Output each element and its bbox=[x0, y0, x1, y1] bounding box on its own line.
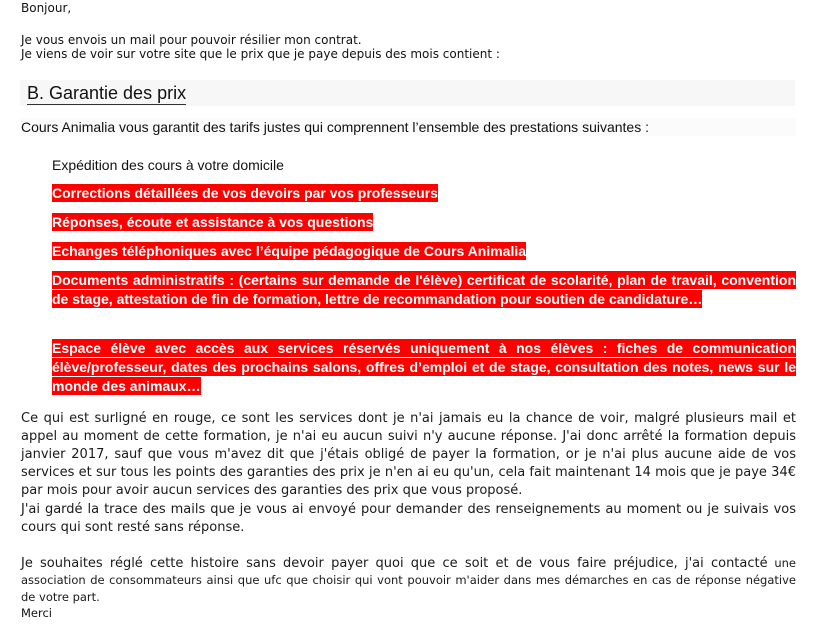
highlight-corrections: Corrections détaillées de vos devoirs par vos professeurs bbox=[52, 185, 438, 201]
service-item-corrections bbox=[52, 184, 796, 203]
email-greeting: Bonjour, bbox=[21, 1, 72, 15]
resolution-end: une association de consommateurs ainsi que ufc que choisir qui vont pouvoir m'aider dans mes démarches en cas de réponse négative de votre part. bbox=[21, 556, 796, 604]
quoted-intro: Cours Animalia vous garantit des tarifs justes qui comprennent l’ensemble des prestations suivantes : bbox=[21, 118, 796, 136]
service-item-assistance bbox=[52, 213, 796, 232]
email-line-1: Je vous envois un mail pour pouvoir résilier mon contrat. bbox=[21, 33, 362, 47]
highlight-student-space: Espace élève avec accès aux services réservés uniquement à nos élèves : fiches de communication élève/professeur, dates des prochains salons, offres d’emploi et de stage, consultation des notes, news sur le monde des animaux… bbox=[52, 340, 796, 394]
service-item-phone bbox=[52, 242, 796, 261]
mail-trace-paragraph: J'ai gardé la trace des mails que je vous ai envoyé pour demander des renseignements au moment ou je suivais vos cours qui sont resté sans réponse. bbox=[21, 502, 796, 535]
closing: Merci bbox=[21, 606, 52, 620]
resolution-start: Je souhaites réglé cette histoire sans devoir payer quoi que ce soit et de vous faire préjudice, j'ai contacté bbox=[21, 556, 768, 571]
resolution-paragraph bbox=[21, 555, 796, 606]
service-item-student-space bbox=[52, 339, 796, 396]
highlight-phone: Echanges téléphoniques avec l’équipe pédagogique de Cours Animalia bbox=[52, 243, 527, 259]
quoted-heading: B. Garantie des prix bbox=[27, 83, 187, 103]
highlight-documents: Documents administratifs : (certains sur demande de l'élève) certificat de scolarité, plan de travail, convention de stage, attestation de fin de formation, lettre de recommandation pour soutien de candidature… bbox=[52, 272, 796, 307]
email-line-2: Je viens de voir sur votre site que le prix que je paye depuis des mois contient : bbox=[21, 47, 500, 61]
complaint-paragraph: Ce qui est surligné en rouge, ce sont les services dont je n'ai jamais eu la chance de voir, malgré plusieurs mail et appel au moment de cette formation, je n'ai eu aucun suivi n'y aucune réponse. J'ai donc arrêté la formation depuis janvier 2017, sauf que vous m'avez dit que j'étais obligé de payer la formation, or je n'ai plus aucune aide de vos services et sur tous les points des garanties des prix je n'en ai eu qu'un, cela fait maintenant 14 mois que je paye 34€ par mois pour avoir aucun services des garanties des prix que vous proposé. bbox=[21, 411, 796, 498]
highlight-assistance: Réponses, écoute et assistance à vos questions bbox=[52, 214, 374, 230]
service-item-documents bbox=[52, 271, 796, 309]
service-item-delivery: Expédition des cours à votre domicile bbox=[52, 157, 284, 173]
